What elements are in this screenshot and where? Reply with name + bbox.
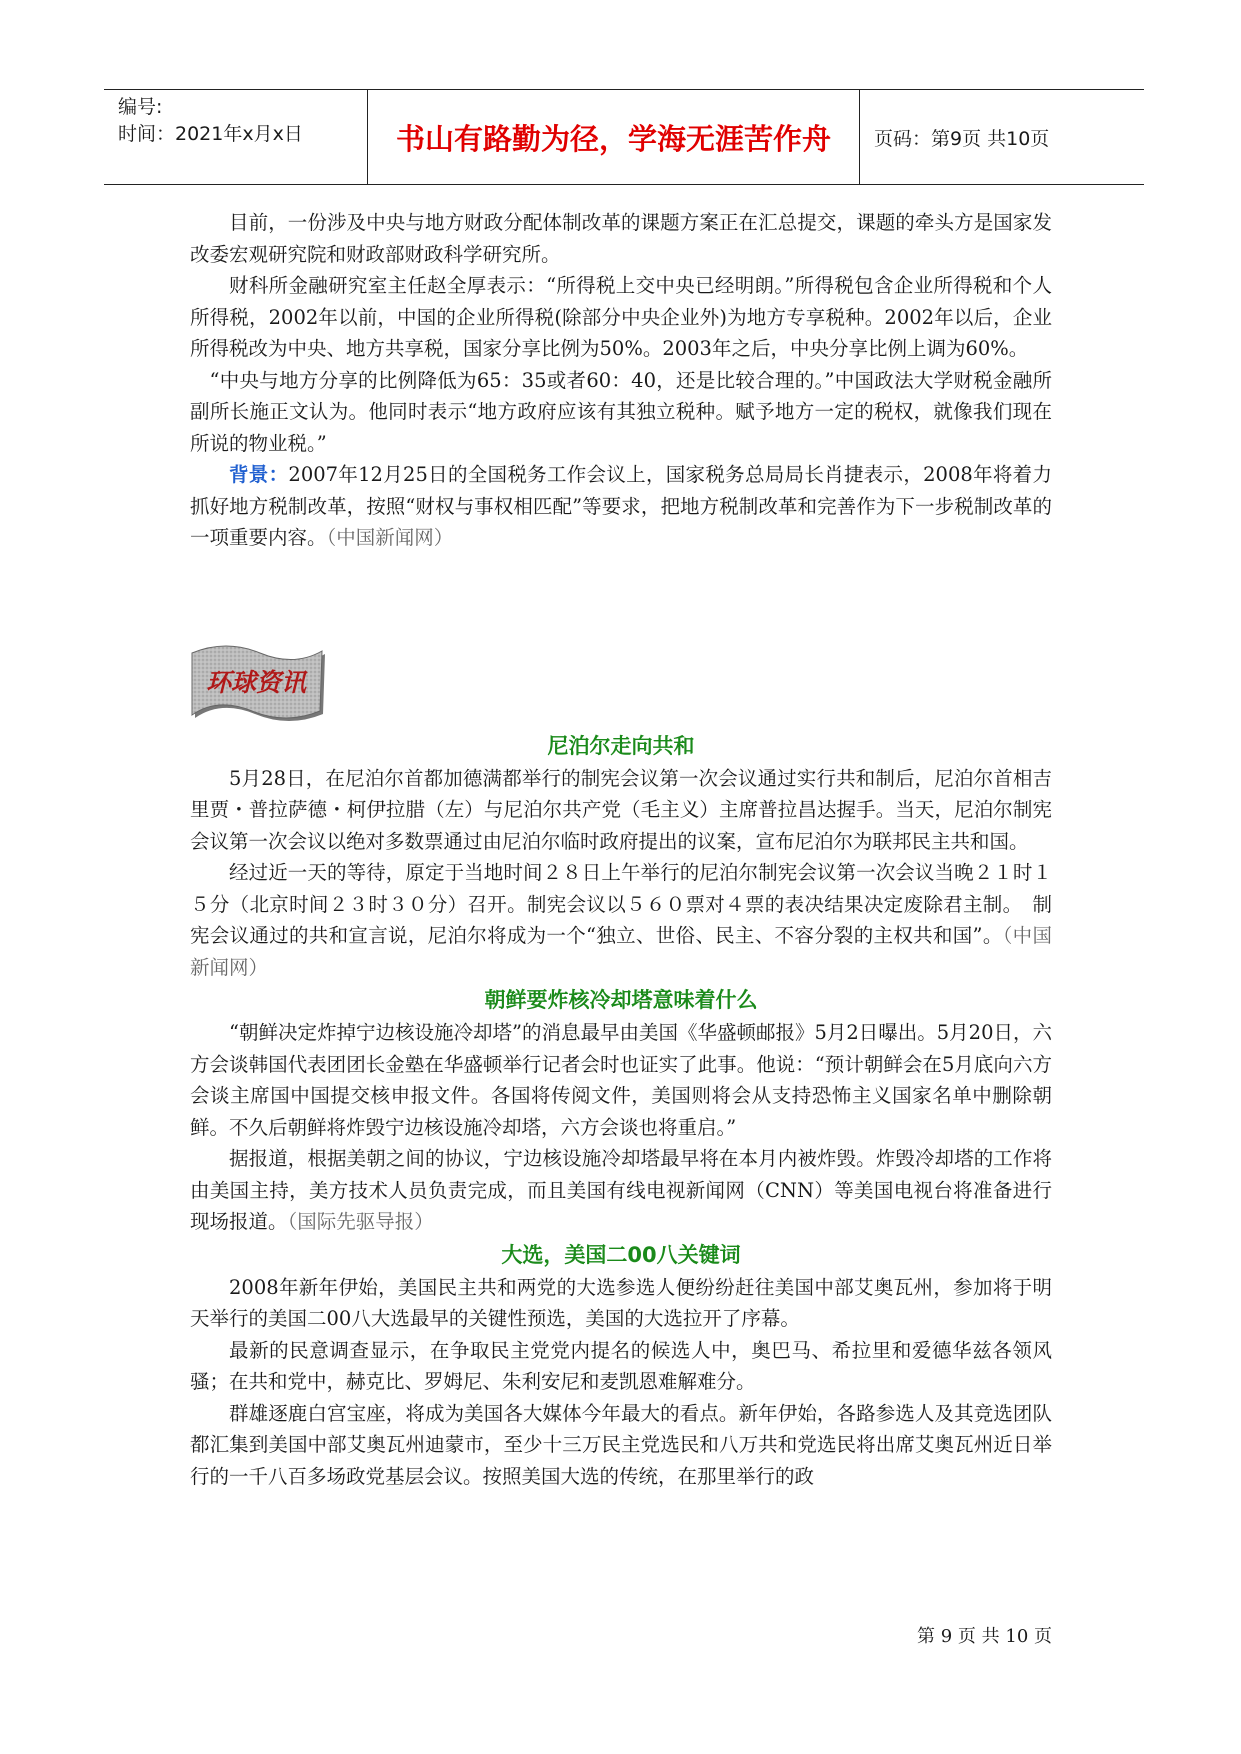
paragraph: 目前，一份涉及中央与地方财政分配体制改革的课题方案正在汇总提交，课题的牵头方是国家发改委宏观研究院和财政部财政科学研究所。 [190,211,1052,266]
page-header [104,89,1144,185]
page-label: 页码：第9页 共10页 [874,127,1050,150]
source-note: （中国新闻网） [190,924,1052,979]
background-text: 2007年12月25日的全国税务工作会议上，国家税务总局局长肖捷表示，2008年将着力抓好地方税制改革，按照“财权与事权相匹配”等要求，把地方税制改革和完善作为下一步税制改革的一项重要内容。 [190,463,1052,549]
paragraph: 2008年新年伊始，美国民主共和两党的大选参选人便纷纷赶往美国中部艾奥瓦州，参加将于明天举行的美国二00八大选最早的关键性预选，美国的大选拉开了序幕。 [190,1275,1052,1330]
motto-text: 书山有路勤为径，学海无涯苦作舟 [395,121,831,156]
time-label: 时间：2021年x月x日 [118,123,303,145]
section-title-election: 大选，美国二00八关键词 [501,1242,741,1267]
paragraph: “朝鲜决定炸掉宁边核设施冷却塔”的消息最早由美国《华盛顿邮报》5月2日曝出。5月20日，六方会谈韩国代表团团长金塾在华盛顿举行记者会时也证实了此事。他说：“预计朝鲜会在5月底向六方会谈主席国中国提交核申报文件。各国将传阅文件，美国则将会从支持恐怖主义国家名单中删除朝鲜。不久后朝鲜将炸毁宁边核设施冷却塔，六方会谈也将重启。” [190,1021,1052,1139]
number-label: 编号: [118,96,163,118]
paragraph-text: 据报道，根据美朝之间的协议，宁边核设施冷却塔最早将在本月内被炸毁。炸毁冷却塔的工作将由美国主持，美方技术人员负责完成，而且美国有线电视新闻网（CNN）等美国电视台将准备进行现场报道。 [190,1147,1052,1233]
header-meta-cell [104,90,368,184]
section-title-nepal: 尼泊尔走向共和 [547,733,695,758]
paragraph: 5月28日，在尼泊尔首都加德满都举行的制宪会议第一次会议通过实行共和制后，尼泊尔首相吉里贾・普拉萨德・柯伊拉腊（左）与尼泊尔共产党（毛主义）主席普拉昌达握手。当天，尼泊尔制宪会议第一次会议以绝对多数票通过由尼泊尔临时政府提出的议案，宣布尼泊尔为联邦民主共和国。 [190,766,1052,853]
paragraph [190,1143,1052,1238]
paragraph [190,857,1052,983]
background-label: 背景： [229,463,289,486]
spacer [190,554,1052,639]
paragraph-text: 经过近一天的等待，原定于当地时间２８日上午举行的尼泊尔制宪会议第一次会议当晚２１时１５分（北京时间２３时３０分）召开。制宪会议以５６０票对４票的表决结果决定废除君主制。 制宪会议通过的共和宣言说，尼泊尔将成为一个“独立、世俗、民主、不容分裂的主权共和国”。 [190,861,1052,947]
document-body [190,207,1052,1492]
paragraph: 群雄逐鹿白宫宝座，将成为美国各大媒体今年最大的看点。新年伊始，各路参选人及其竞选团队都汇集到美国中部艾奥瓦州迪蒙市，至少十三万民主党选民和八万共和党选民将出席艾奥瓦州近日举行的一千八百多场政党基层会议。按照美国大选的传统，在那里举行的政 [190,1401,1052,1488]
flag-banner-icon [186,639,326,729]
background-paragraph [190,459,1052,554]
paragraph: 财科所金融研究室主任赵全厚表示：“所得税上交中央已经明朗。”所得税包含企业所得税和个人所得税，2002年以前，中国的企业所得税(除部分中央企业外)为地方专享税种。2002年以后，企业所得税改为中央、地方共享税，国家分享比例为50%。2003年之后，中央分享比例上调为60%。 [190,274,1052,360]
source-note: （中国新闻网） [326,526,454,549]
section-title-korea: 朝鲜要炸核冷却塔意味着什么 [484,988,758,1012]
header-motto-cell [368,90,860,184]
source-note: （国际先驱导报） [287,1210,434,1233]
paragraph: 最新的民意调查显示，在争取民主党党内提名的候选人中，奥巴马、希拉里和爱德华兹各领风骚；在共和党中，赫克比、罗姆尼、朱利安尼和麦凯恩难解难分。 [190,1338,1052,1393]
page-footer: 第 9 页 共 10 页 [917,1626,1052,1647]
paragraph: “中央与地方分享的比例降低为65：35或者60：40，还是比较合理的。”中国政法大学财税金融所副所长施正文认为。他同时表示“地方政府应该有其独立税种。赋予地方一定的税权，就像我们现在所说的物业税。” [190,368,1052,455]
banner-text: 环球资讯 [205,667,307,697]
header-page-cell [860,90,1144,184]
section-banner [186,639,1052,729]
